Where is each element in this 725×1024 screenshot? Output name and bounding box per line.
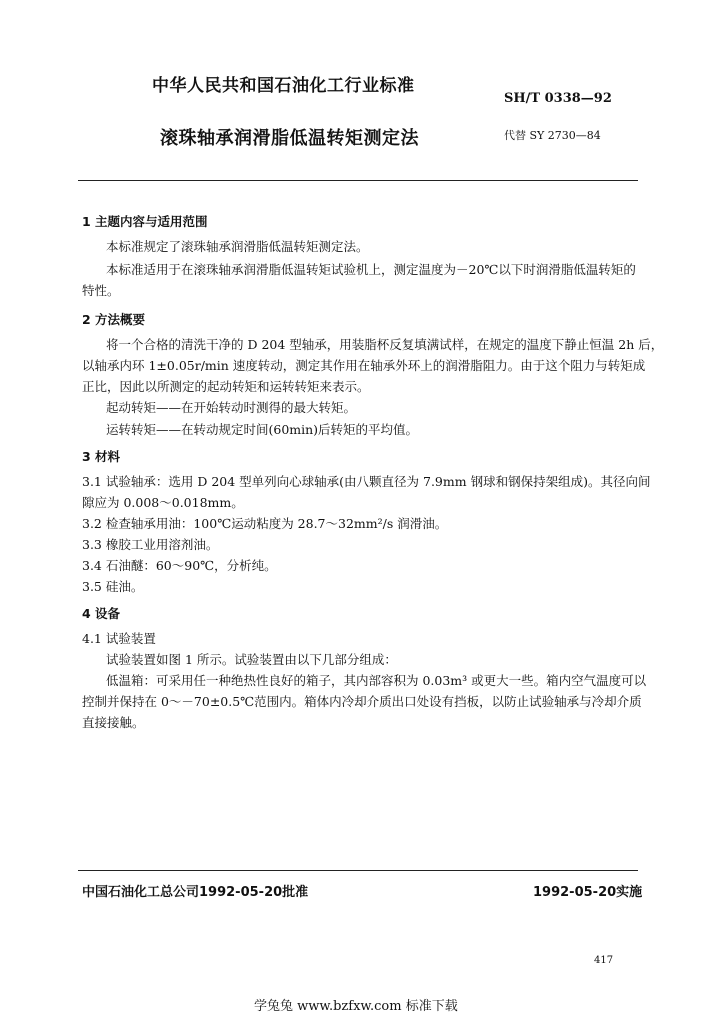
item-3-3: 3.3 橡胶工业用溶剂油。 bbox=[82, 537, 219, 552]
effective-date: 1992-05-20实施 bbox=[533, 885, 643, 900]
item-3-1-line-2: 隙应为 0.008～0.018mm。 bbox=[82, 495, 244, 510]
running-torque-definition: 运转转矩——在转动规定时间(60min)后转矩的平均值。 bbox=[106, 422, 419, 437]
starting-torque-definition: 起动转矩——在开始转动时测得的最大转矩。 bbox=[106, 400, 357, 415]
section-2-heading: 2 方法概要 bbox=[82, 312, 146, 327]
approval-statement: 中国石油化工总公司1992-05-20批准 bbox=[82, 885, 309, 900]
section-1-heading: 1 主题内容与适用范围 bbox=[82, 214, 208, 229]
header-divider bbox=[78, 180, 638, 181]
low-temp-box-line-1: 低温箱：可采用任一种绝热性良好的箱子，其内部容积为 0.03m³ 或更大一些。箱内空气温度可以 bbox=[106, 673, 647, 688]
section-1-para-2-line-1: 本标准适用于在滚珠轴承润滑脂低温转矩试验机上，测定温度为－20℃以下时润滑脂低温转矩的 bbox=[106, 262, 636, 277]
low-temp-box-line-3: 直接接触。 bbox=[82, 715, 145, 730]
footer-divider bbox=[78, 870, 638, 871]
replaces-standard: 代替 SY 2730—84 bbox=[504, 129, 601, 142]
standard-code: SH/T 0338—92 bbox=[504, 91, 612, 106]
item-4-1-heading: 4.1 试验装置 bbox=[82, 631, 156, 646]
item-3-4: 3.4 石油醚：60～90℃，分析纯。 bbox=[82, 558, 277, 573]
section-2-para-line-2: 以轴承内环 1±0.05r/min 速度转动，测定其作用在轴承外环上的润滑脂阻力。由于这个阻力与转矩成 bbox=[82, 358, 646, 373]
section-2-para-line-1: 将一个合格的清洗干净的 D 204 型轴承，用装脂杯反复填满试样，在规定的温度下静止恒温 2h 后， bbox=[106, 337, 664, 352]
document-title: 滚珠轴承润滑脂低温转矩测定法 bbox=[160, 128, 419, 149]
item-3-1-line-1: 3.1 试验轴承：选用 D 204 型单列向心球轴承(由八颗直径为 7.9mm 钢球和钢保持架组成)。其径向间 bbox=[82, 474, 651, 489]
low-temp-box-line-2: 控制并保持在 0～－70±0.5℃范围内。箱体内冷却介质出口处设有挡板，以防止试验轴承与冷却介质 bbox=[82, 694, 642, 709]
item-3-2: 3.2 检查轴承用油：100℃运动粘度为 28.7～32mm²/s 润滑油。 bbox=[82, 516, 448, 531]
section-2-para-line-3: 正比，因此以所测定的起动转矩和运转转矩来表示。 bbox=[82, 379, 370, 394]
item-4-1-intro: 试验装置如图 1 所示。试验装置由以下几部分组成： bbox=[106, 652, 397, 667]
section-1-para-2-line-2: 特性。 bbox=[82, 283, 120, 298]
section-4-heading: 4 设备 bbox=[82, 606, 121, 621]
page-number: 417 bbox=[594, 955, 614, 966]
issuing-body-title: 中华人民共和国石油化工行业标准 bbox=[152, 76, 415, 96]
site-watermark: 学兔兔 www.bzfxw.com 标准下载 bbox=[254, 999, 458, 1014]
section-3-heading: 3 材料 bbox=[82, 449, 121, 464]
section-1-para-1: 本标准规定了滚珠轴承润滑脂低温转矩测定法。 bbox=[106, 239, 369, 254]
item-3-5: 3.5 硅油。 bbox=[82, 579, 144, 594]
